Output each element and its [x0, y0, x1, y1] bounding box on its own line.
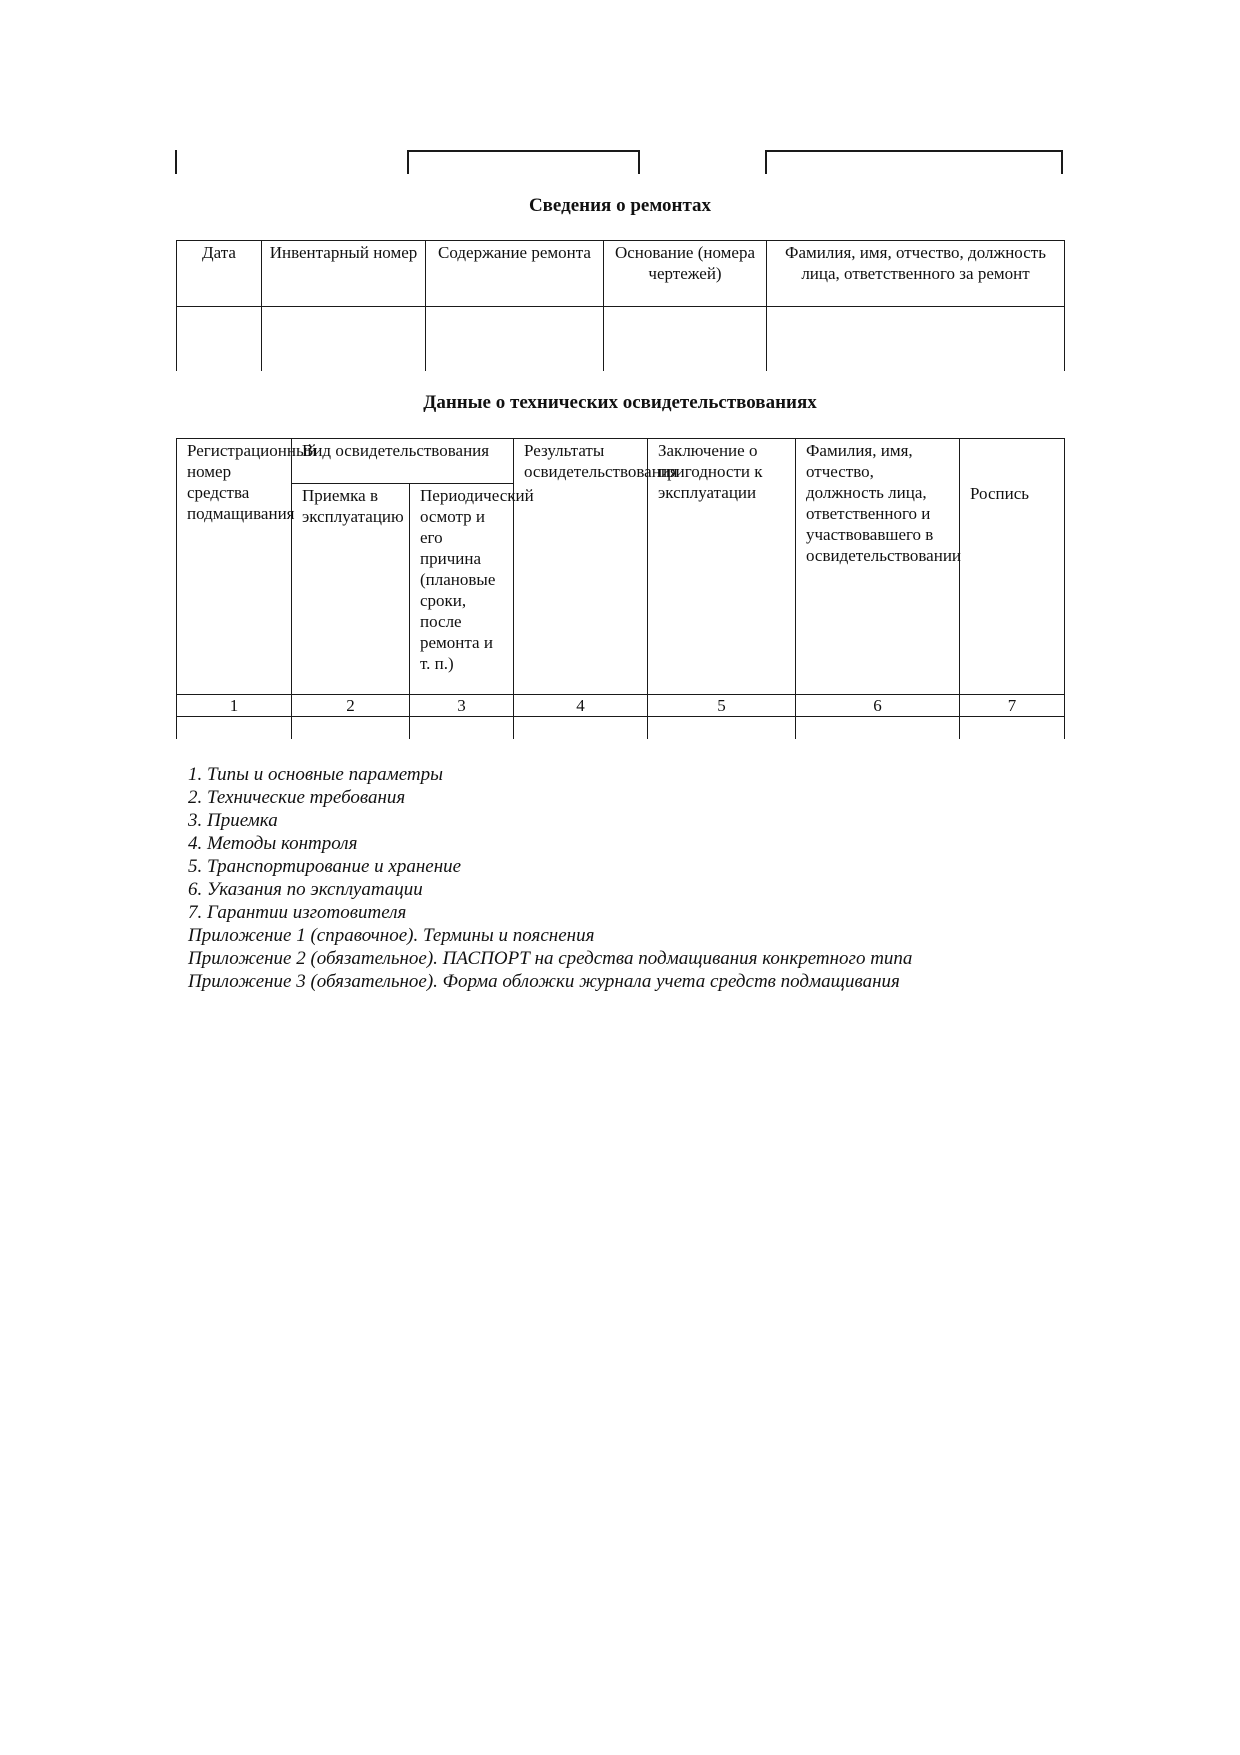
exam-col-number: 2 — [292, 695, 410, 717]
exam-col-type-group: Вид освидетельствования — [292, 439, 514, 484]
exam-signature-label: Роспись — [970, 484, 1029, 503]
exam-col-signature — [960, 439, 1065, 695]
exam-number-row — [177, 695, 1065, 717]
repairs-col-basis: Основание (номера чертежей) — [604, 241, 767, 307]
repairs-cell — [262, 307, 426, 372]
exam-col-number: 7 — [960, 695, 1065, 717]
exam-col-responsible: Фамилия, имя, отчество, должность лица, ответственного и участвовавшего в освидетельствовании — [796, 439, 960, 695]
repairs-cell — [426, 307, 604, 372]
exam-col-number: 6 — [796, 695, 960, 717]
toc-item: 3. Приемка — [188, 810, 278, 831]
exam-cell — [648, 717, 796, 740]
repairs-empty-row — [177, 307, 1065, 372]
repairs-cell — [604, 307, 767, 372]
exam-col-reg-number: Регистрационный номер средства подмащивания — [177, 439, 292, 695]
exam-header-row-1 — [177, 439, 1065, 484]
repairs-col-inventory: Инвентарный номер — [262, 241, 426, 307]
fragment-bracket-2-right — [1061, 150, 1063, 174]
exam-col-conclusion: Заключение о пригодности к эксплуатации — [648, 439, 796, 695]
exam-col-periodic: Периодический осмотр и его причина (плановые сроки, после ремонта и т. п.) — [410, 484, 514, 695]
fragment-bracket-1-left — [407, 150, 409, 174]
repairs-col-content: Содержание ремонта — [426, 241, 604, 307]
exam-col-number: 3 — [410, 695, 514, 717]
table-of-contents — [188, 763, 912, 993]
repairs-title: Сведения о ремонтах — [528, 195, 712, 216]
repairs-col-responsible: Фамилия, имя, отчество, должность лица, ответственного за ремонт — [767, 241, 1065, 307]
fragment-bracket-2-left — [765, 150, 767, 174]
examinations-title: Данные о технических освидетельствованиях — [423, 392, 817, 413]
exam-col-number: 5 — [648, 695, 796, 717]
fragment-bracket-1-right — [638, 150, 640, 174]
fragment-tick-left — [175, 150, 177, 174]
repairs-cell — [767, 307, 1065, 372]
exam-cell — [796, 717, 960, 740]
exam-cell — [292, 717, 410, 740]
repairs-col-date: Дата — [177, 241, 262, 307]
exam-cell — [410, 717, 514, 740]
exam-cell — [177, 717, 292, 740]
repairs-cell — [177, 307, 262, 372]
toc-item: 6. Указания по эксплуатации — [188, 879, 423, 900]
toc-item: 5. Транспортирование и хранение — [188, 856, 462, 877]
toc-item: 1. Типы и основные параметры — [188, 764, 443, 785]
examinations-table — [176, 438, 1065, 739]
repairs-header-row — [177, 241, 1065, 307]
exam-col-acceptance: Приемка в эксплуатацию — [292, 484, 410, 695]
toc-item: 2. Технические требования — [188, 787, 406, 808]
toc-item: 7. Гарантии изготовителя — [188, 902, 407, 923]
fragment-bracket-2-top — [765, 150, 1063, 152]
exam-cell — [960, 717, 1065, 740]
toc-item: Приложение 2 (обязательное). ПАСПОРТ на средства подмащивания конкретного типа — [188, 948, 913, 969]
exam-cell — [514, 717, 648, 740]
exam-col-number: 1 — [177, 695, 292, 717]
exam-empty-row — [177, 717, 1065, 740]
exam-col-number: 4 — [514, 695, 648, 717]
fragment-bracket-1-top — [407, 150, 640, 152]
repairs-table — [176, 240, 1065, 371]
toc-item: Приложение 3 (обязательное). Форма обложки журнала учета средств подмащивания — [188, 971, 900, 992]
toc-item: Приложение 1 (справочное). Термины и пояснения — [188, 925, 595, 946]
toc-item: 4. Методы контроля — [188, 833, 358, 854]
exam-col-results: Результаты освидетельствования — [514, 439, 648, 695]
